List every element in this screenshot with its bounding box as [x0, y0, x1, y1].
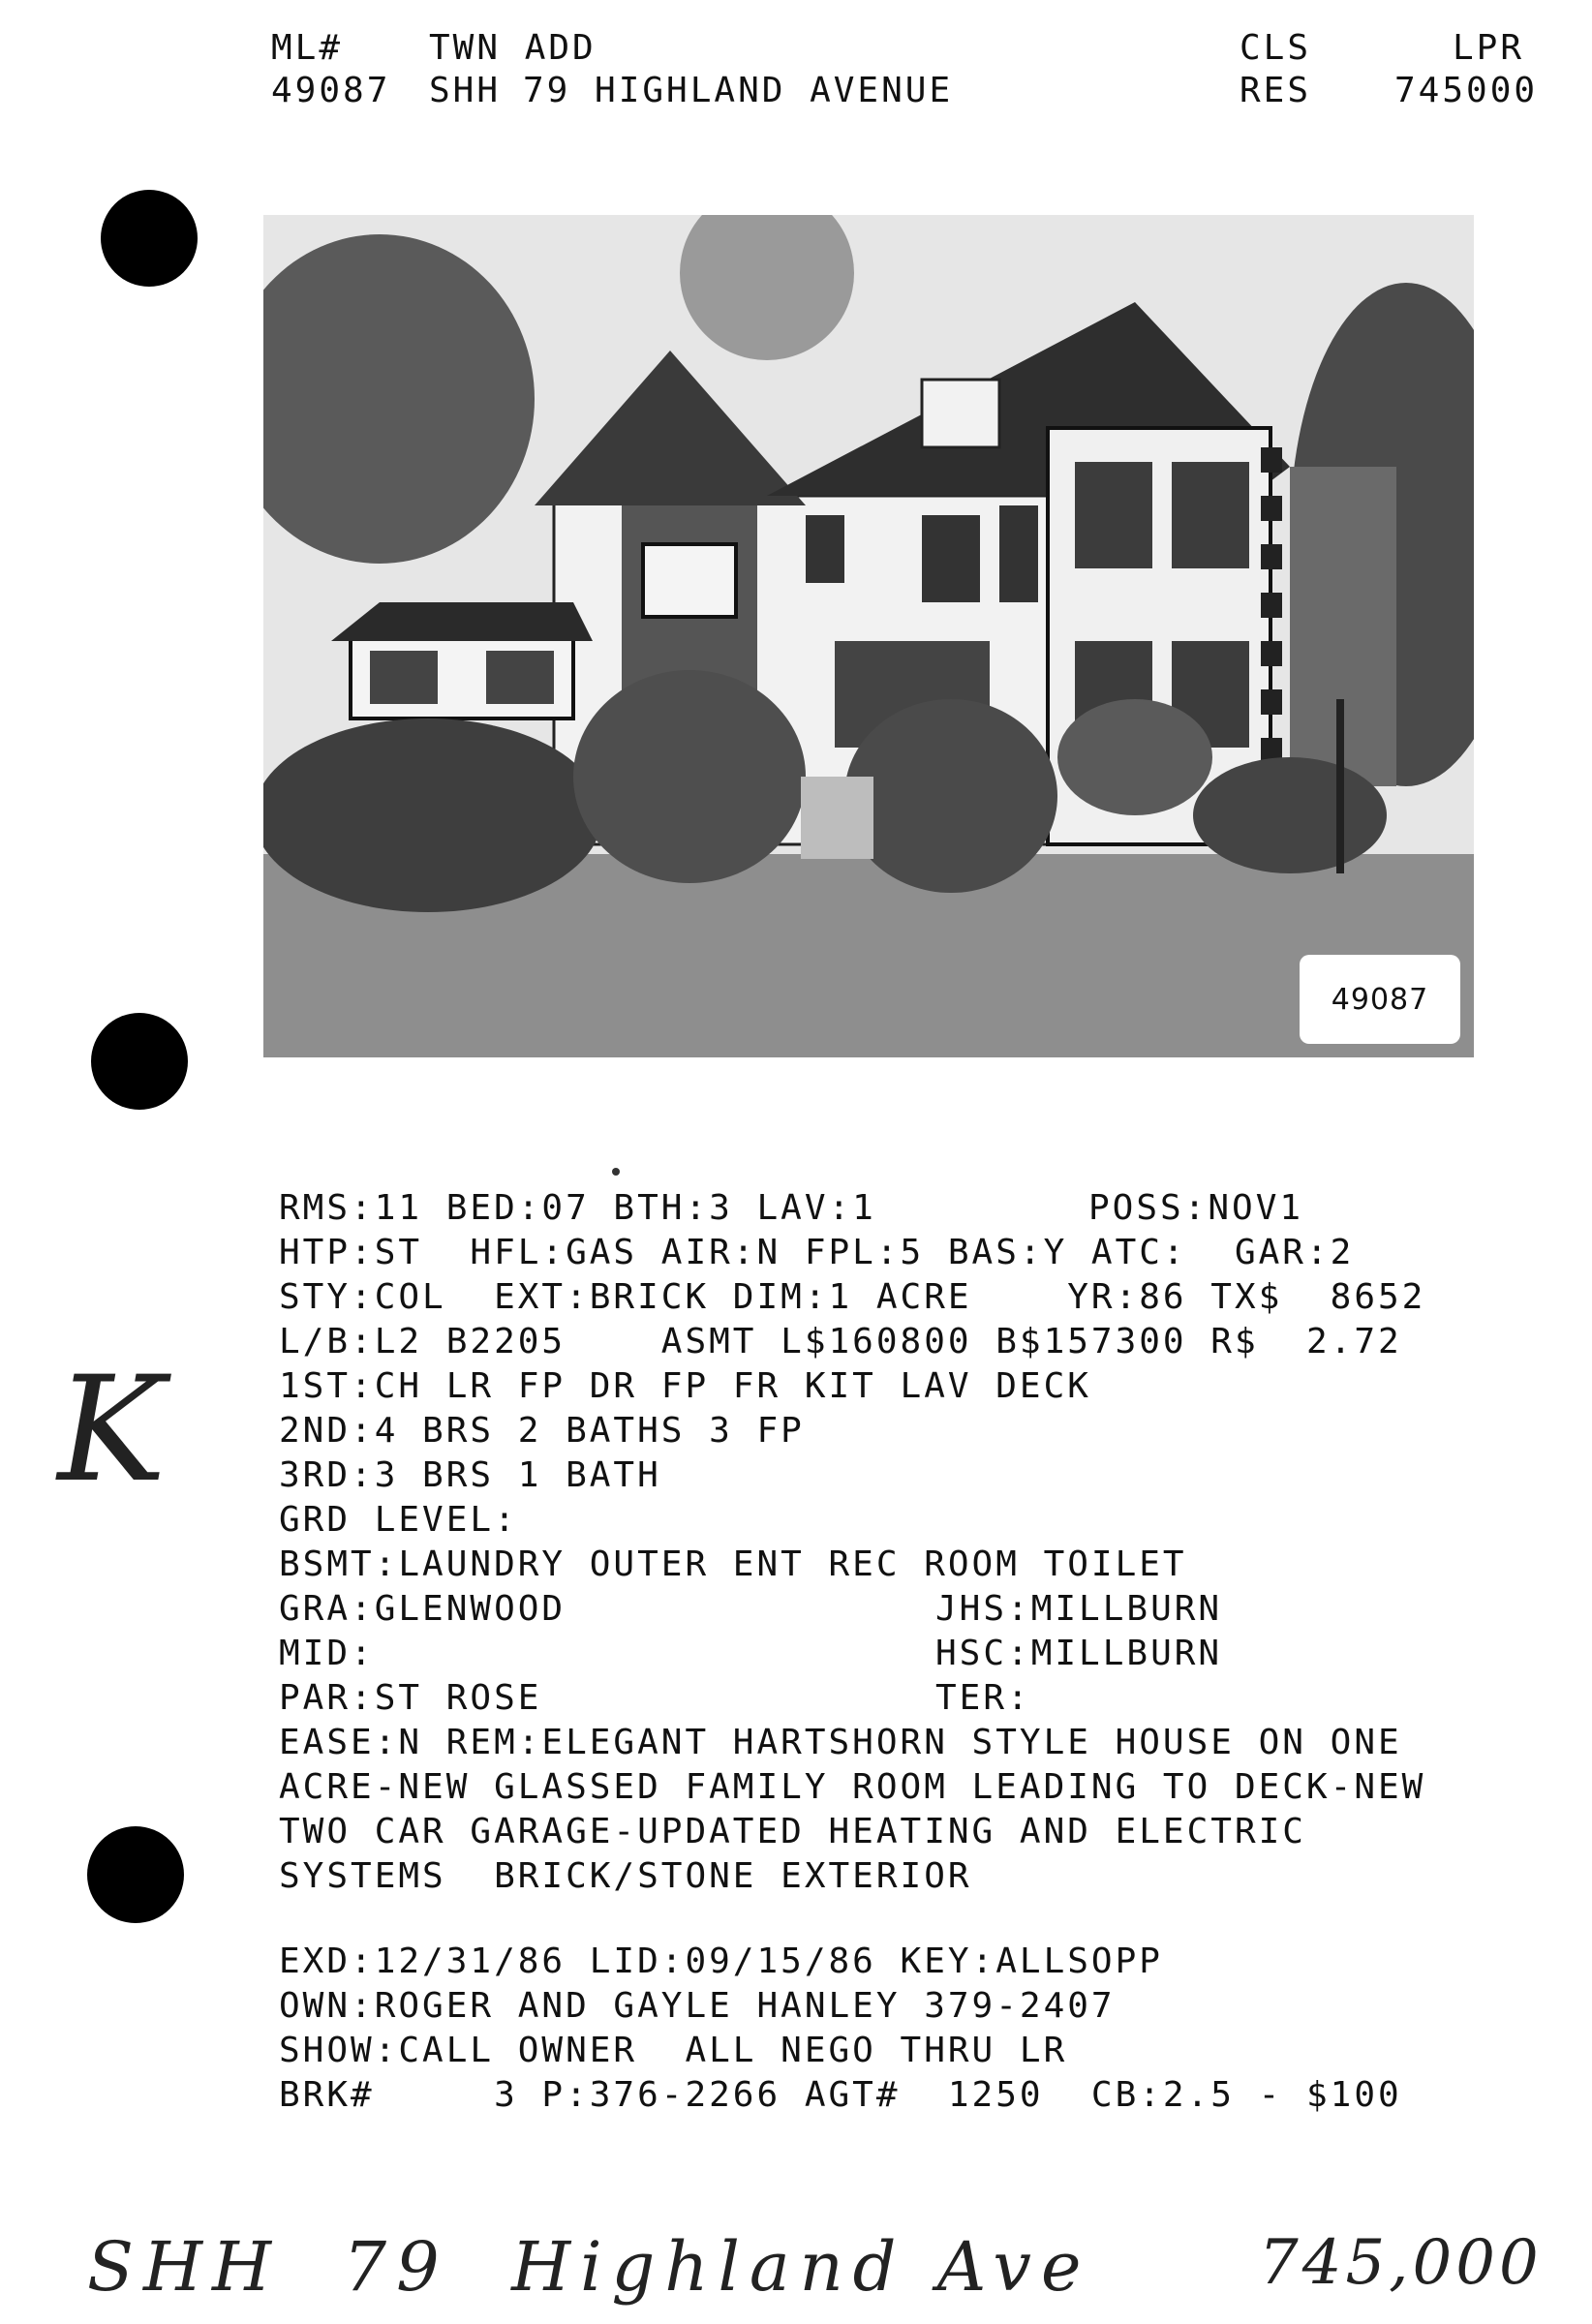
- printer-speck: [612, 1168, 620, 1176]
- showing-line: SHOW:CALL OWNER ALL NEGO THRU LR: [279, 2031, 1068, 2070]
- rooms-line: RMS:11 BED:07 BTH:3 LAV:1: [279, 1188, 876, 1228]
- cls-label: CLS: [1240, 28, 1312, 68]
- third-floor-line: 3RD:3 BRS 1 BATH: [279, 1455, 661, 1495]
- town-code: SHH: [429, 71, 502, 110]
- broker-line: BRK# 3 P:376-2266 AGT# 1250 CB:2.5 - $100: [279, 2075, 1402, 2115]
- terms: TER:: [935, 1678, 1031, 1718]
- ml-number: 49087: [271, 71, 391, 110]
- punch-hole-middle: [91, 1013, 188, 1110]
- lot-block-line: L/B:L2 B2205 ASMT L$160800 B$157300 R$ 2.72: [279, 1322, 1402, 1361]
- second-floor-line: 2ND:4 BRS 2 BATHS 3 FP: [279, 1411, 805, 1451]
- handwritten-address: SHH 79 Highland Ave: [87, 2227, 1091, 2307]
- punch-hole-bottom: [87, 1826, 184, 1923]
- handwritten-price: 745,000: [1259, 2227, 1543, 2299]
- ground-level-line: GRD LEVEL:: [279, 1500, 518, 1540]
- street-address: 79 HIGHLAND AVENUE: [523, 71, 954, 110]
- class-value: RES: [1240, 71, 1312, 110]
- photo-listing-number: 49087: [1300, 955, 1460, 1044]
- junior-high: JHS:MILLBURN: [935, 1589, 1223, 1629]
- list-price: 745000: [1394, 71, 1539, 110]
- grade-school: GRA:GLENWOOD: [279, 1589, 566, 1629]
- remarks-line: TWO CAR GARAGE-UPDATED HEATING AND ELECTRIC: [279, 1812, 1306, 1851]
- basement-line: BSMT:LAUNDRY OUTER ENT REC ROOM TOILET: [279, 1544, 1187, 1584]
- twn-add-label: TWN ADD: [429, 28, 597, 68]
- house-illustration: [263, 215, 1474, 1057]
- house-photo: [263, 215, 1474, 1057]
- remarks-line: ACRE-NEW GLASSED FAMILY ROOM LEADING TO DECK-NEW: [279, 1767, 1426, 1807]
- handwritten-margin-letter: K: [41, 1346, 180, 1514]
- middle-school: MID:: [279, 1634, 375, 1673]
- lpr-label: LPR: [1453, 28, 1525, 68]
- heating-line: HTP:ST HFL:GAS AIR:N FPL:5 BAS:Y ATC: GAR:2: [279, 1233, 1355, 1272]
- remarks-line: EASE:N REM:ELEGANT HARTSHORN STYLE HOUSE ON ONE: [279, 1723, 1402, 1762]
- ml-label: ML#: [271, 28, 344, 68]
- high-school: HSC:MILLBURN: [935, 1634, 1223, 1673]
- possession: POSS:NOV1: [1088, 1188, 1304, 1228]
- parochial-school: PAR:ST ROSE: [279, 1678, 542, 1718]
- remarks-line: SYSTEMS BRICK/STONE EXTERIOR: [279, 1856, 972, 1896]
- expiration-line: EXD:12/31/86 LID:09/15/86 KEY:ALLSOPP: [279, 1942, 1163, 1981]
- style-line: STY:COL EXT:BRICK DIM:1 ACRE YR:86 TX$ 8652: [279, 1277, 1426, 1317]
- first-floor-line: 1ST:CH LR FP DR FP FR KIT LAV DECK: [279, 1366, 1091, 1406]
- punch-hole-top: [101, 190, 198, 287]
- owner-line: OWN:ROGER AND GAYLE HANLEY 379-2407: [279, 1986, 1116, 2026]
